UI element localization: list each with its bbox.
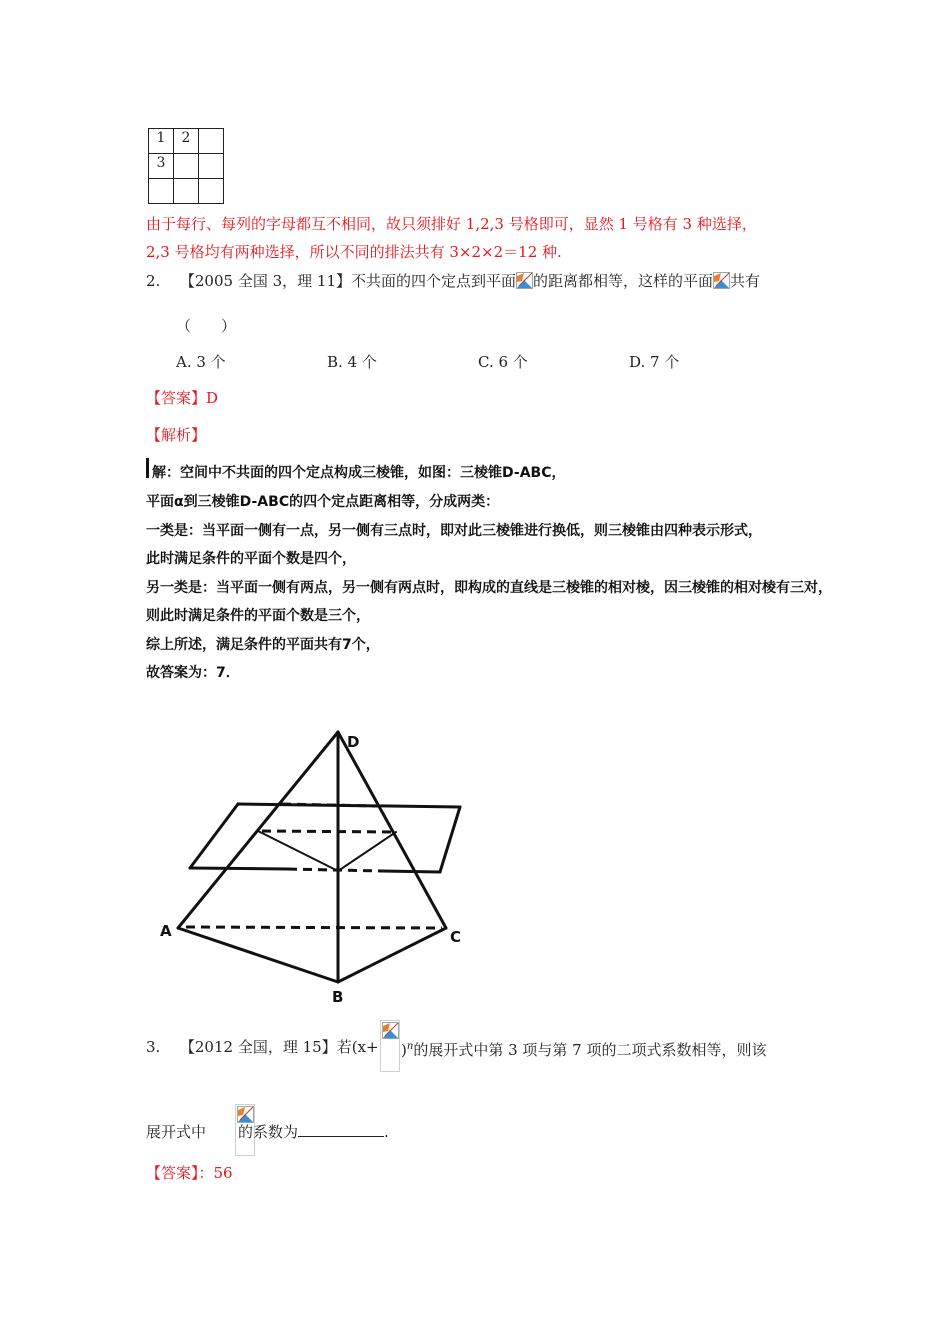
q3-question [146, 1037, 379, 1057]
solution-line: 此时满足条件的平面个数是四个， [146, 551, 356, 567]
q2-text-a: 不共面的四个定点到平面 [350, 272, 516, 290]
q3-line2-end: . [384, 1123, 389, 1141]
q3-text-b: ) [401, 1041, 407, 1059]
q3-line2-a: 展开式中 [146, 1123, 207, 1141]
answer-label: 【答案】 [146, 389, 207, 407]
q2-option-b: B. 4 个 [327, 353, 377, 371]
grid-row [149, 129, 224, 154]
solution-line: 故答案为：7． [146, 665, 240, 681]
grid-cell [199, 154, 224, 179]
grid-cell: 3 [149, 154, 174, 179]
solution-line: 则此时满足条件的平面个数是三个， [146, 608, 370, 624]
q3-line2-rest [238, 1122, 389, 1142]
vertex-label-B: B [332, 988, 344, 1005]
grid-row [149, 179, 224, 204]
answer-value: ：56 [198, 1164, 233, 1182]
plane-edge [382, 871, 440, 872]
broken-image-icon [516, 272, 533, 289]
fraction-image-placeholder [380, 1020, 400, 1072]
q3-number: 3. [146, 1038, 161, 1056]
grid-cell [199, 129, 224, 154]
edge-DC [338, 732, 446, 928]
q2-answer [146, 388, 218, 408]
q3-text-a: 若(x+ [336, 1038, 379, 1056]
grid-cell [174, 179, 199, 204]
plane-edge [440, 807, 460, 872]
q2-paren: （ ） [176, 317, 237, 335]
q2-source: 【2005 全国 3，理 11】 [179, 272, 351, 290]
solution-line: 平面α到三棱锥D-ABC的四个定点距离相等，分成两类： [146, 494, 500, 510]
plane-edge [190, 868, 288, 869]
solution-line: 解：空间中不共面的四个定点构成三棱锥，如图：三棱锥D-ABC， [152, 465, 566, 481]
edge-AC-hidden [186, 927, 442, 928]
q3-answer [146, 1163, 233, 1183]
solution-line: 另一类是：当平面一侧有两点，另一侧有两点时，即构成的直线是三棱锥的相对棱，因三棱锥的相对棱有三对， [146, 580, 832, 596]
grid-cell: 2 [174, 129, 199, 154]
q2-question [146, 271, 760, 291]
broken-image-icon [713, 272, 730, 289]
vertex-label-D: D [347, 733, 360, 751]
q2-option-d: D. 7 个 [629, 353, 680, 371]
grid-row [149, 154, 224, 179]
q3-line2-b: 的系数为 [238, 1123, 299, 1141]
q2-number: 2. [146, 272, 161, 290]
number-grid [148, 128, 224, 204]
plane-hidden-edge [288, 869, 382, 871]
vertex-label-C: C [450, 928, 462, 946]
section-edge [258, 831, 338, 871]
q3-question-tail [401, 1037, 766, 1060]
q2-text-c: 共有 [730, 272, 761, 290]
q2-text-b: 的距离都相等，这样的平面 [533, 272, 714, 290]
grid-cell [149, 179, 174, 204]
pyramid-figure [150, 720, 480, 1005]
edge-BC [338, 928, 446, 982]
q1-solution-line-1: 由于每行、每列的字母都互不相同，故只须排好 1,2,3 号格即可，显然 1 号格有 3 种选择， [146, 215, 757, 233]
grid-cell [199, 179, 224, 204]
q3-exponent: n [406, 1041, 414, 1052]
answer-value: D [206, 389, 219, 407]
q3-source: 【2012 全国，理 15】 [179, 1038, 337, 1056]
grid-cell: 1 [149, 129, 174, 154]
answer-label: 【答案】 [146, 1164, 199, 1182]
q2-option-a: A. 3 个 [176, 353, 226, 371]
answer-blank [298, 1122, 384, 1137]
solution-line: 综上所述，满足条件的平面共有7个， [146, 637, 380, 653]
solution-line: 一类是：当平面一侧有一点，另一侧有三点时，即对此三棱锥进行换低，则三棱锥由四种表示形式， [146, 523, 762, 539]
q3-text-c: 的展开式中第 3 项与第 7 项的二项式系数相等，则该 [413, 1041, 767, 1059]
grid-cell [174, 154, 199, 179]
vertex-label-A: A [160, 922, 172, 940]
section-hidden-edge [262, 831, 394, 832]
section-edge [338, 832, 396, 871]
text-cursor-bar [146, 458, 149, 478]
q1-solution-line-2: 2,3 号格均有两种选择，所以不同的排法共有 3×2×2＝12 种. [146, 243, 562, 261]
edge-AB [178, 928, 338, 982]
analysis-label: 【解析】 [146, 426, 207, 444]
plane-edge [190, 804, 238, 868]
q2-option-c: C. 6 个 [478, 353, 528, 371]
